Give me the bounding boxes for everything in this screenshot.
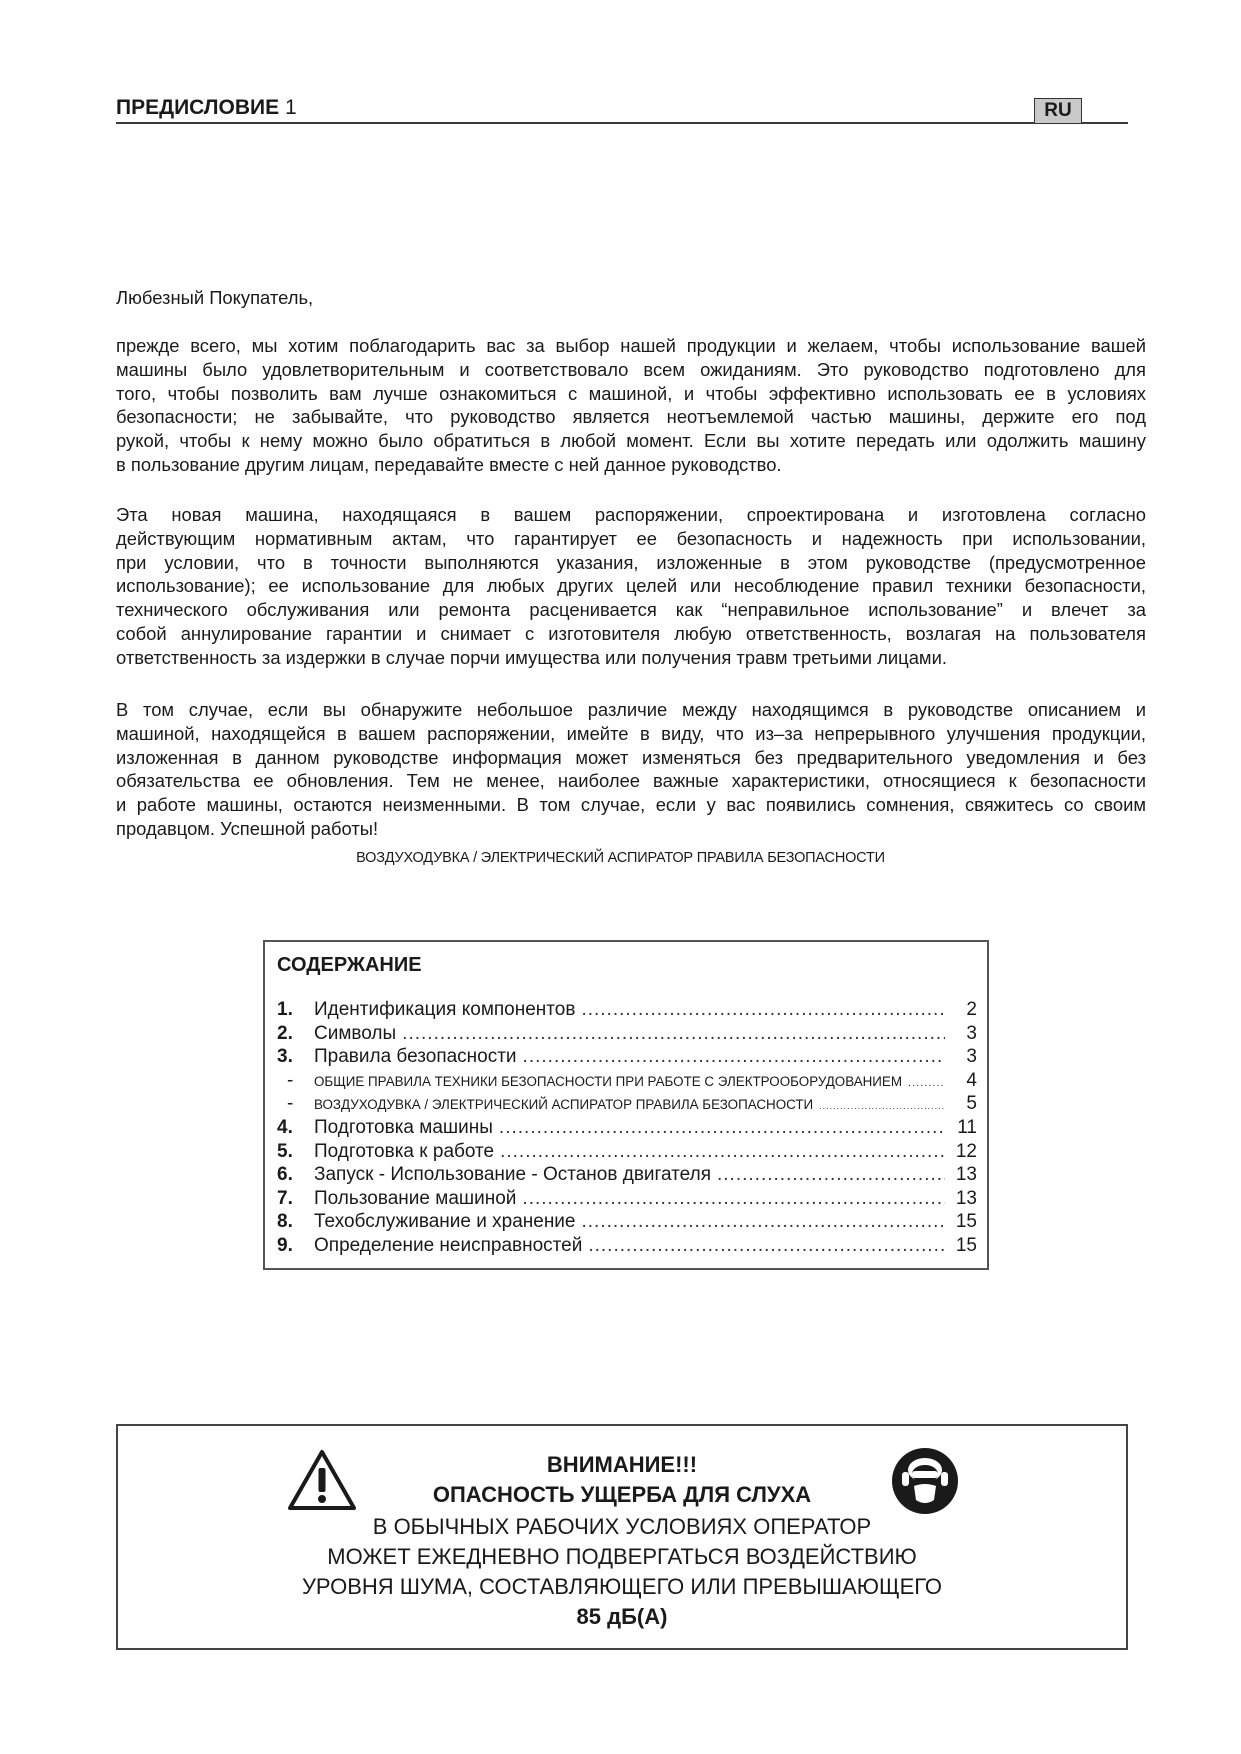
- text-line: рукой, чтобы к нему можно было обратиться в любой момент. Если вы хотите передать или одолжить машину: [116, 430, 1146, 452]
- toc-item-number: 6.: [277, 1164, 293, 1186]
- toc-item-label: Техобслуживание и хранение: [314, 1211, 576, 1233]
- toc-item: [277, 1211, 977, 1235]
- toc-item-page: 12: [955, 1140, 977, 1162]
- page-header: [116, 92, 1128, 124]
- text-line: использование); ее использование для любых других целей или несоблюдение правил техники безопасности,: [116, 575, 1146, 597]
- toc-item: [277, 1141, 977, 1165]
- toc-item-page: 3: [966, 1022, 977, 1044]
- text-line: технического обслуживания или ремонта расценивается как “неправильное использование” и влечет за: [116, 599, 1146, 621]
- toc-item: [277, 1164, 977, 1188]
- text-line: действующим нормативным актам, что гарантирует ее безопасность и надежность при использовании,: [116, 527, 1146, 549]
- toc-item: [277, 1235, 977, 1259]
- toc-item-number: 5.: [277, 1140, 293, 1162]
- toc-item-label: Запуск - Использование - Останов двигателя: [314, 1164, 711, 1186]
- toc-item-page: 15: [955, 1211, 977, 1233]
- toc-leader-dots: [523, 1046, 945, 1068]
- text-line: Эта новая машина, находящаяся в вашем распоряжении, спроектирована и изготовлена согласно: [116, 504, 1146, 525]
- toc-item-number: 9.: [277, 1234, 293, 1256]
- text-line: прежде всего, мы хотим поблагодарить вас за выбор нашей продукции и желаем, чтобы использование вашей: [116, 335, 1146, 356]
- toc-item-page: 2: [966, 999, 977, 1020]
- toc-list: [277, 999, 977, 1259]
- toc-title: СОДЕРЖАНИЕ: [277, 954, 422, 976]
- page-number: 1: [284, 96, 297, 119]
- toc-item-label: ОБЩИЕ ПРАВИЛА ТЕХНИКИ БЕЗОПАСНОСТИ ПРИ РАБОТЕ С ЭЛЕКТРООБОРУДОВАНИЕМ: [314, 1073, 903, 1089]
- toc-item-number: 2.: [277, 1022, 293, 1044]
- toc-leader-dots: [908, 1077, 945, 1089]
- warning-text-line: УРОВНЯ ШУМА, СОСТАВЛЯЮЩЕГО ИЛИ ПРЕВЫШАЮЩЕГО: [301, 1574, 943, 1599]
- toc-item-page: 13: [955, 1164, 977, 1186]
- text-line: того, чтобы позволить вам лучше ознакомиться с машиной, и чтобы эффективно использовать ее в условиях: [116, 382, 1146, 404]
- text-line: при условии, что в точности выполняются указания, изложенные в этом руководстве (предусмотренное: [116, 551, 1146, 573]
- toc-subitem: [277, 1070, 977, 1094]
- text-line: машины было удовлетворительным и соответствовало всем ожиданиям. Это руководство подготовлено для: [116, 358, 1146, 380]
- toc-item-label: Подготовка к работе: [314, 1140, 495, 1162]
- toc-item-bullet: -: [287, 1093, 294, 1115]
- noise-level: 85 дБ(А): [576, 1604, 668, 1629]
- toc-item-label: Идентификация компонентов: [314, 999, 576, 1020]
- text-line: безопасности; не забывайте, что руководство является неотъемлемой частью машины, держите его под: [116, 406, 1146, 428]
- language-badge: RU: [1034, 98, 1082, 124]
- text-line: изложенная в данном руководстве информация может изменяться без предварительного уведомления и без: [116, 746, 1146, 768]
- warning-title: ВНИМАНИЕ!!!: [546, 1452, 698, 1477]
- toc-leader-dots: [499, 1117, 945, 1139]
- toc-leader-dots: [402, 1023, 945, 1045]
- section-title: ПРЕДИСЛОВИЕ: [116, 96, 280, 119]
- toc-item-label: Пользование машиной: [314, 1187, 517, 1209]
- table-of-contents: [263, 940, 989, 1270]
- toc-leader-dots: [819, 1101, 945, 1111]
- greeting: Любезный Покупатель,: [116, 287, 314, 308]
- warning-text-line: МОЖЕТ ЕЖЕДНЕВНО ПОДВЕРГАТЬСЯ ВОЗДЕЙСТВИЮ: [327, 1544, 917, 1569]
- toc-item-page: 4: [966, 1069, 977, 1091]
- toc-item-number: 1.: [277, 999, 293, 1020]
- toc-item-page: 11: [957, 1116, 977, 1138]
- toc-leader-dots: [582, 1211, 946, 1233]
- toc-item-label: Правила безопасности: [314, 1046, 517, 1068]
- toc-item-page: 15: [955, 1234, 977, 1256]
- toc-item: [277, 1046, 977, 1070]
- toc-leader-dots: [588, 1235, 945, 1257]
- toc-item: [277, 999, 977, 1023]
- toc-leader-dots: [581, 999, 945, 1021]
- page-title: [116, 96, 297, 120]
- text-line: машиной, находящейся в вашем распоряжении, имейте в виду, что из–за непрерывного улучшения продукции,: [116, 722, 1146, 744]
- toc-item-label: ВОЗДУХОДУВКА / ЭЛЕКТРИЧЕСКИЙ АСПИРАТОР ПРАВИЛА БЕЗОПАСНОСТИ: [314, 1097, 814, 1113]
- text-line: в пользование другим лицам, передавайте вместе с ней данное руководство.: [116, 453, 782, 475]
- warning-subtitle: ОПАСНОСТЬ УЩЕРБА ДЛЯ СЛУХА: [432, 1482, 812, 1507]
- toc-item-page: 3: [966, 1046, 977, 1068]
- toc-item-label: Подготовка машины: [314, 1116, 493, 1138]
- text-line: ответственность за издержки в случае порчи имущества или получения травм третьими лицами.: [116, 646, 947, 668]
- toc-leader-dots: [717, 1164, 945, 1186]
- toc-item-page: 5: [966, 1093, 977, 1115]
- toc-item-bullet: -: [287, 1069, 294, 1091]
- text-line: продавцом. Успешной работы!: [116, 817, 379, 839]
- toc-item: [277, 1023, 977, 1047]
- toc-subitem: [277, 1093, 977, 1117]
- hearing-warning-box: [116, 1424, 1128, 1650]
- toc-item-label: Определение неисправностей: [314, 1234, 583, 1256]
- intro-paragraph-3: [116, 698, 1146, 841]
- toc-leader-dots: [500, 1141, 945, 1163]
- toc-item: [277, 1188, 977, 1212]
- toc-item-page: 13: [955, 1187, 977, 1209]
- toc-item-label: Символы: [314, 1022, 397, 1044]
- text-line: собой аннулирование гарантии и снимает с изготовителя любую ответственность, возлагая на пользователя: [116, 622, 1146, 644]
- toc-leader-dots: [522, 1188, 945, 1210]
- toc-item-number: 8.: [277, 1211, 293, 1233]
- text-line: В том случае, если вы обнаружите небольшое различие между находящимся в руководстве описанием и: [116, 699, 1146, 720]
- toc-item: [277, 1117, 977, 1141]
- toc-item-number: 4.: [277, 1116, 293, 1138]
- text-line: обязательства ее обновления. Тем не менее, наиболее важные характеристики, относящиеся к безопасности: [116, 770, 1146, 792]
- toc-item-number: 7.: [277, 1187, 293, 1209]
- intro-paragraph-1: [116, 334, 1146, 477]
- toc-item-number: 3.: [277, 1046, 293, 1068]
- intro-paragraph-2: [116, 503, 1146, 670]
- warning-text-line: В ОБЫЧНЫХ РАБОЧИХ УСЛОВИЯХ ОПЕРАТОР: [372, 1514, 872, 1539]
- text-line: и работе машины, остаются неизменными. В том случае, если у вас появились сомнения, свяжитесь со своим: [116, 794, 1146, 816]
- section-caption: ВОЗДУХОДУВКА / ЭЛЕКТРИЧЕСКИЙ АСПИРАТОР ПРАВИЛА БЕЗОПАСНОСТИ: [356, 850, 885, 866]
